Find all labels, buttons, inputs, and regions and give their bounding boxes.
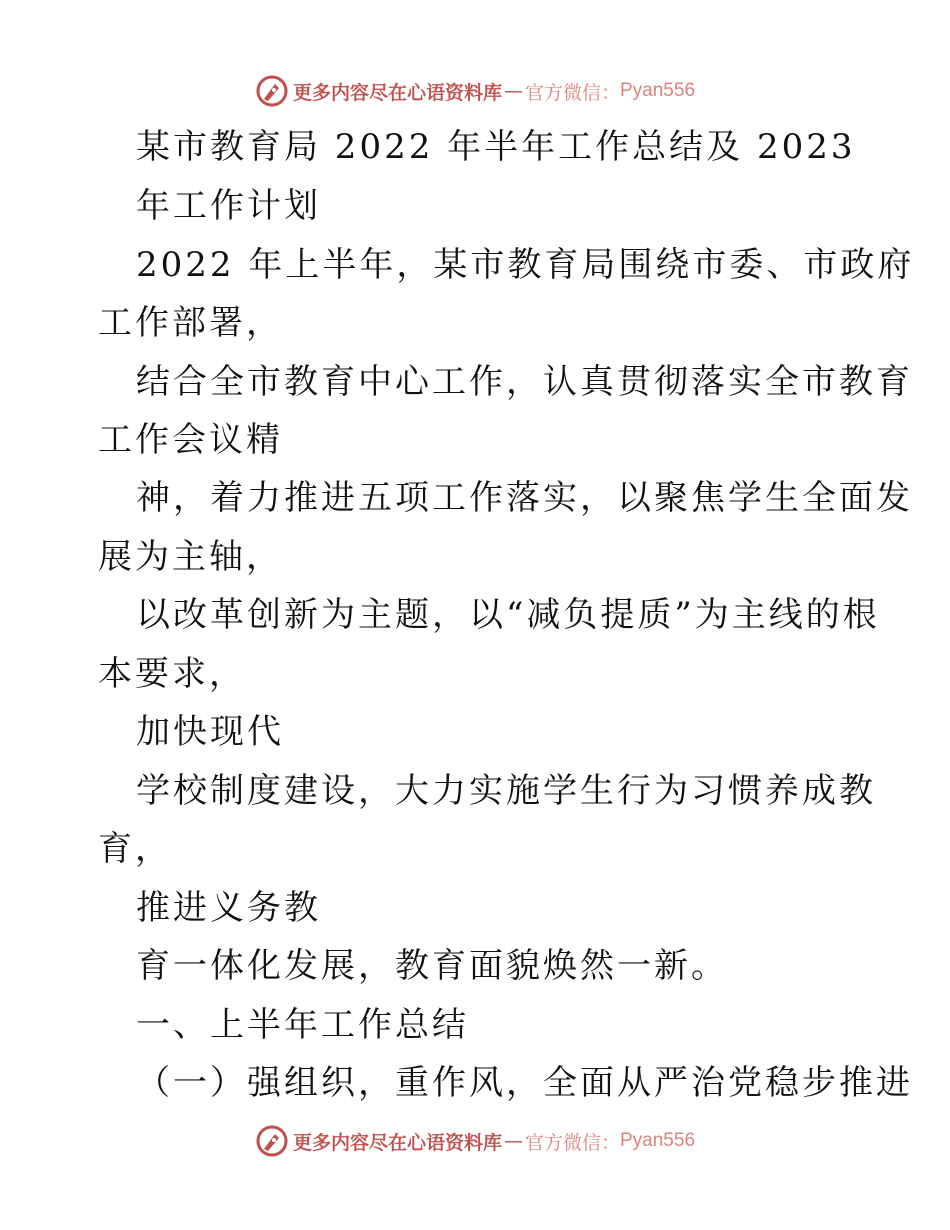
banner-text: 更多内容尽在心语资料库: [292, 81, 502, 104]
banner-wechat-id: Pyan556: [620, 1130, 696, 1151]
banner-separator: —: [503, 80, 523, 102]
banner-text: 更多内容尽在心语资料库: [292, 1131, 502, 1154]
paragraph-line: 本要求，: [98, 654, 246, 694]
paragraph-line: 工作会议精: [98, 420, 283, 460]
paragraph-line: 结合全市教育中心工作，认真贯彻落实全市教育: [136, 362, 913, 402]
paragraph-line: 2022 年上半年，某市教育局围绕市委、市政府: [136, 245, 915, 285]
section-heading: 一、上半年工作总结: [136, 1005, 469, 1045]
document-title-line-2: 年工作计划: [136, 186, 321, 226]
document-title-line-1: 某市教育局 2022 年半年工作总结及 2023: [136, 127, 856, 167]
paragraph-line: 推进义务教: [136, 888, 321, 928]
paragraph-line: 育，: [98, 829, 172, 869]
footer-watermark-banner: [0, 1121, 950, 1161]
banner-wechat-id: Pyan556: [620, 80, 696, 101]
banner-official-label: 官方微信：: [524, 1131, 620, 1154]
paragraph-line: 学校制度建设，大力实施学生行为习惯养成教: [136, 771, 876, 811]
paragraph-line: 加快现代: [136, 712, 284, 752]
subsection-heading: （一）强组织，重作风，全面从严治党稳步推进: [136, 1063, 913, 1103]
paragraph-line: 工作部署，: [98, 303, 283, 343]
banner-official-label: 官方微信：: [524, 81, 620, 104]
paragraph-line: 神，着力推进五项工作落实，以聚焦学生全面发: [136, 478, 913, 518]
paragraph-line: 展为主轴，: [98, 537, 283, 577]
pen-nib-logo-icon: [255, 1124, 289, 1158]
banner-separator: —: [503, 1130, 523, 1152]
paragraph-line: 以改革创新为主题，以“减负提质”为主线的根: [136, 595, 880, 635]
paragraph-line: 育一体化发展，教育面貌焕然一新。: [136, 946, 728, 986]
